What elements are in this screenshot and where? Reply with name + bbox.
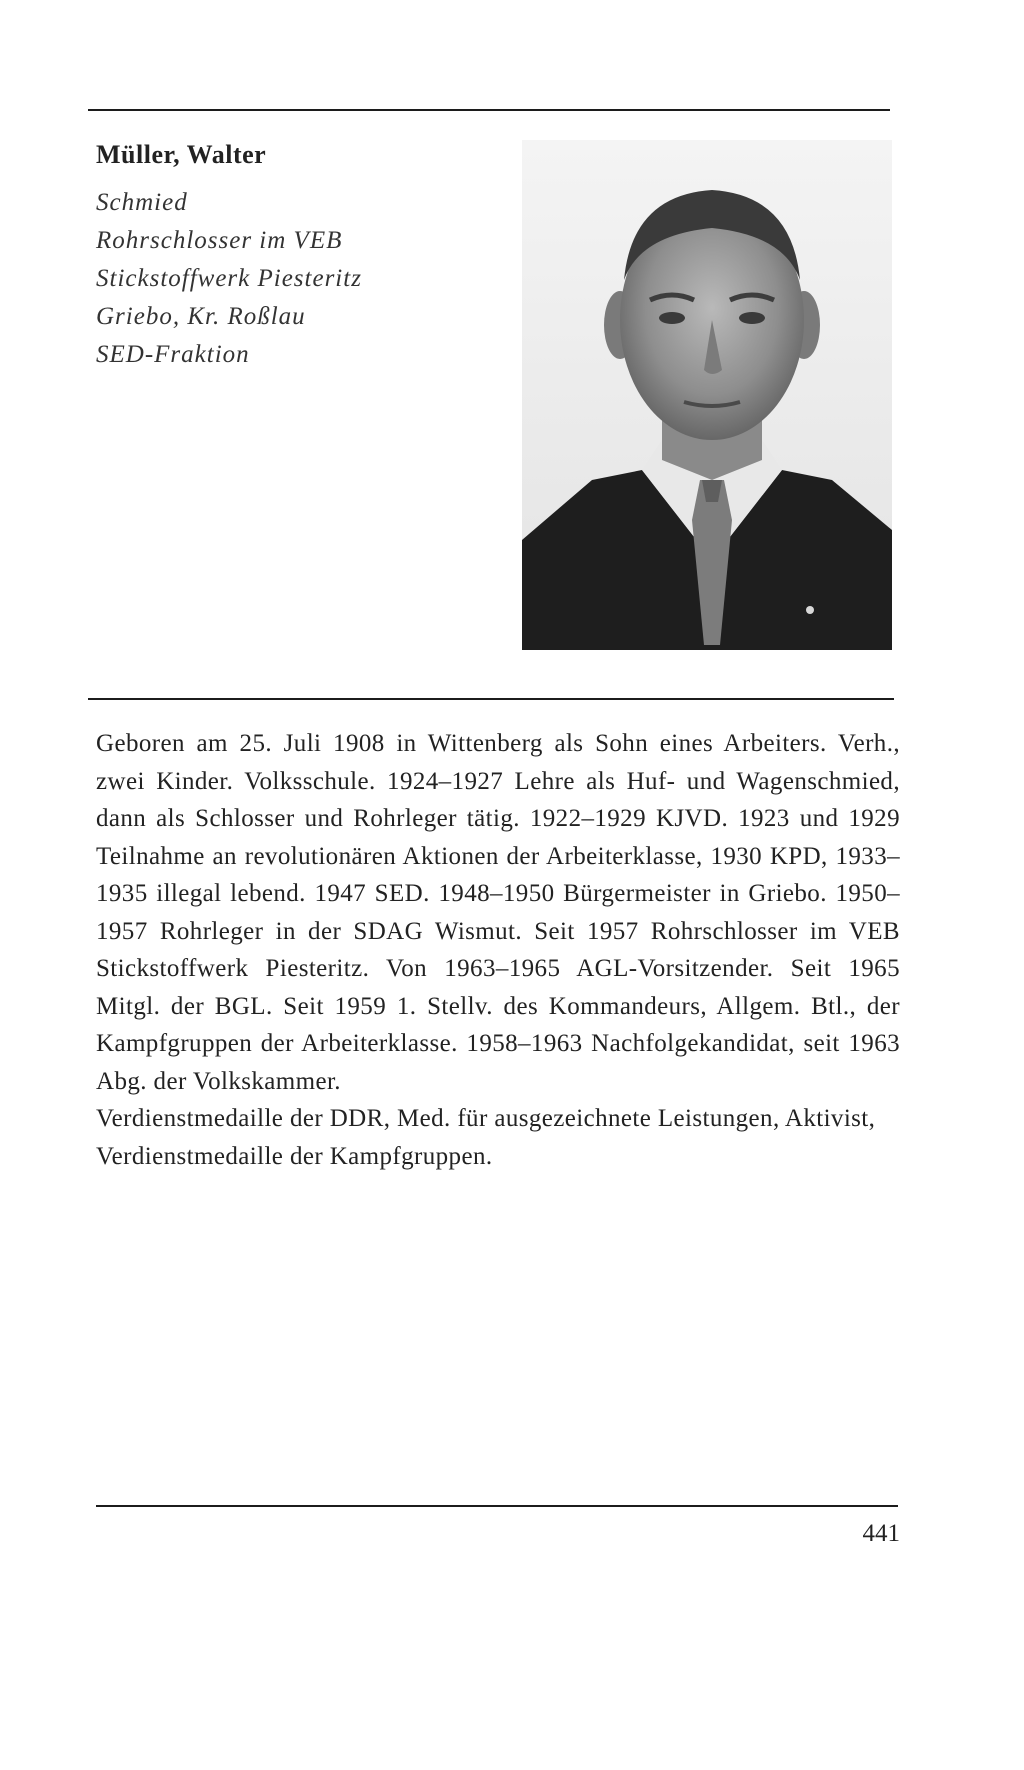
occupation-current-2: Stickstoffwerk Piesteritz bbox=[96, 265, 362, 292]
biography-paragraph-career: Geboren am 25. Juli 1908 in Wittenberg als Sohn eines Arbeiters. Verh., zwei Kinder. Volksschule. 1924–1927 Lehre als Huf- und Wagenschmied, dann als Schlosser und Rohrleger tätig. 1922–1929 KJVD. 1923 und 1929 Teilnahme an revolutionären Aktionen der Arbeiterklasse, 1930 KPD, 1933–1935 illegal lebend. 1947 SED. 1948–1950 Bürgermeister in Griebo. 1950–1957 Rohrleger in der SDAG Wismut. Seit 1957 Rohrschlosser im VEB Stickstoffwerk Piesteritz. Von 1963–1965 AGL-Vorsitzender. Seit 1965 Mitgl. der BGL. Seit 1959 1. Stellv. des Kommandeurs, Allgem. Btl., der Kampfgruppen der Arbeiterklasse. 1958–1963 Nachfolgekandidat, seit 1963 Abg. der Volkskammer. bbox=[96, 730, 900, 1095]
faction: SED-Fraktion bbox=[96, 341, 250, 368]
portrait-photo bbox=[522, 140, 892, 650]
portrait-illustration bbox=[522, 140, 892, 650]
footer-rule bbox=[96, 1505, 898, 1507]
section-rule bbox=[88, 698, 894, 700]
top-rule bbox=[88, 109, 890, 111]
biography-paragraph-awards: Verdienstmedaille der DDR, Med. für ausgezeichnete Leistungen, Aktivist, Verdienstmedaille der Kampfgruppen. bbox=[96, 1105, 876, 1170]
page-number: 441 bbox=[862, 1520, 900, 1547]
occupation-current-1: Rohrschlosser im VEB bbox=[96, 227, 343, 254]
person-name: Müller, Walter bbox=[96, 140, 267, 169]
occupation-trained: Schmied bbox=[96, 189, 188, 216]
entry-header bbox=[96, 140, 496, 374]
biography-text bbox=[96, 725, 900, 1175]
residence: Griebo, Kr. Roßlau bbox=[96, 303, 306, 330]
